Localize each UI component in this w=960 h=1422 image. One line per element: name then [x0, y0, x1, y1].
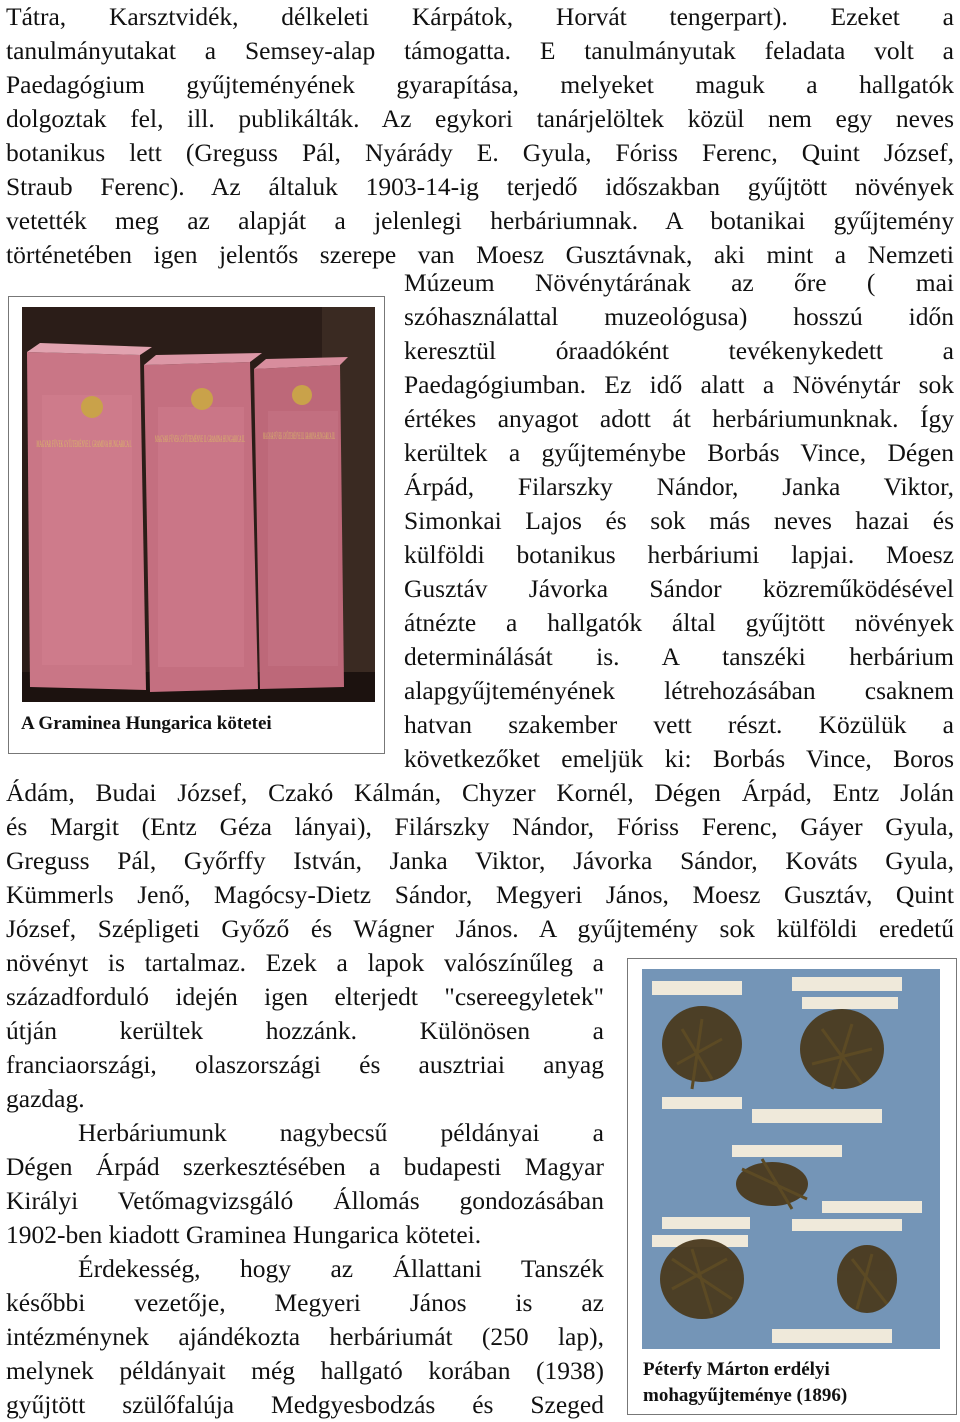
paragraph-line: József, Szépligeti Győző és Wágner János. A gyűjtemény sok külföldi eredetű — [6, 914, 954, 943]
herbarium-photo — [642, 969, 940, 1349]
paragraph-line: gazdag. — [6, 1084, 85, 1113]
paragraph-line: alapgyűjteményének létrehozásában csaknem — [404, 676, 954, 705]
paragraph-line: értékes anyagot adott át herbáriumunknak. Így — [404, 404, 954, 433]
paragraph-line: determinálását is. A tanszéki herbárium — [404, 642, 954, 671]
figure-caption: A Graminea Hungarica kötetei — [21, 713, 272, 734]
paragraph-line: hatvan szakember vett részt. Közülük a — [404, 710, 954, 739]
paragraph-line: vetették meg az alapját a jelenlegi herbáriumnak. A botanikai gyűjtemény — [6, 206, 954, 235]
paragraph-line: Paedagógium gyűjteményének gyarapítása, melyeket maguk a hallgatók — [6, 70, 954, 99]
paragraph-line: átnézte a hallgatók által gyűjtött növények — [404, 608, 954, 637]
spine-label-2: MAGYAR FÜVEK GYŰJTEMÉNYE II. GRAMINA HUNGARICA II. — [155, 434, 245, 444]
spine-label-3: MAGYAR FÜVEK GYŰJTEMÉNYE III. GRAMINA HUNGARICA III. — [263, 431, 335, 441]
paragraph-line: gyűjtött szülőfalúja Medgyesbodzás és Szeged — [6, 1390, 604, 1419]
paragraph-line: Herbáriumunk nagybecsű példányai a — [78, 1118, 604, 1147]
paragraph-line: századforduló idején igen elterjedt "csereegyletek" — [6, 982, 604, 1011]
paragraph-line: Kümmerls Jenő, Magócsy-Dietz Sándor, Megyeri János, Moesz Gusztáv, Quint — [6, 880, 954, 909]
paragraph-line: intézménynek ajándékozta herbáriumát (250 lap), — [6, 1322, 604, 1351]
paragraph-line: történetében igen jelentős szerepe van Moesz Gusztávnak, aki mint a Nemzeti — [6, 240, 954, 269]
paragraph-line: franciaországi, olaszországi és ausztriai anyag — [6, 1050, 604, 1079]
paragraph-line: Gusztáv Jávorka Sándor közreműködésével — [404, 574, 954, 603]
paragraph-line: Straub Ferenc). Az általuk 1903-14-ig terjedő időszakban gyűjtött növények — [6, 172, 954, 201]
paragraph-line: útján kerültek hozzánk. Különösen a — [6, 1016, 604, 1045]
paragraph-line: későbbi vezetője, Megyeri János is az — [6, 1288, 604, 1317]
paragraph-line: következőket emeljük ki: Borbás Vince, Boros — [404, 744, 954, 773]
herbarium-illustration — [642, 969, 940, 1349]
figure-moss-collection — [627, 958, 957, 1415]
figure-graminea-volumes — [8, 296, 385, 754]
paragraph-line: kerültek a gyűjteménybe Borbás Vince, Dégen — [404, 438, 954, 467]
paragraph-line: Greguss Pál, Győrffy István, Janka Viktor, Jávorka Sándor, Kováts Gyula, — [6, 846, 954, 875]
books-illustration — [22, 307, 375, 702]
paragraph-line: Királyi Vetőmagvizsgáló Állomás gondozásában — [6, 1186, 604, 1215]
paragraph-line: Ádám, Budai József, Czakó Kálmán, Chyzer Kornél, Dégen Árpád, Entz Jolán — [6, 778, 954, 807]
paragraph-line: Tátra, Karsztvidék, délkeleti Kárpátok, Horvát tengerpart). Ezeket a — [6, 2, 954, 31]
paragraph-line: tanulmányutakat a Semsey-alap támogatta. E tanulmányutak feladata volt a — [6, 36, 954, 65]
paragraph-line: keresztül óraadóként tevékenykedett a — [404, 336, 954, 365]
spine-label-1: MAGYAR FÜVEK GYŰJTEMÉNYE I. GRAMINA HUNGARICA I. — [36, 439, 132, 449]
paragraph-line: növényt is tartalmaz. Ezek a lapok valószínűleg a — [6, 948, 604, 977]
paragraph-line: külföldi botanikus herbáriumi lapjai. Moesz — [404, 540, 954, 569]
paragraph-line: Érdekesség, hogy az Állattani Tanszék — [78, 1254, 604, 1283]
caption-line: Péterfy Márton erdélyi — [643, 1359, 830, 1380]
paragraph-line: Simonkai Lajos és sok más neves hazai és — [404, 506, 954, 535]
paragraph-line: Dégen Árpád szerkesztésében a budapesti Magyar — [6, 1152, 604, 1181]
paragraph-line: botanikus lett (Greguss Pál, Nyárády E. Gyula, Fóriss Ferenc, Quint József, — [6, 138, 954, 167]
figure-caption — [643, 1357, 847, 1409]
paragraph-line: Paedagógiumban. Ez idő alatt a Növénytár sok — [404, 370, 954, 399]
paragraph-line: szóhasználattal muzeológusa) hosszú időn — [404, 302, 954, 331]
paragraph-line: és Margit (Entz Géza lányai), Filárszky Nándor, Fóriss Ferenc, Gáyer Gyula, — [6, 812, 954, 841]
caption-line: mohagyűjteménye (1896) — [643, 1385, 848, 1406]
paragraph-line: 1902-ben kiadott Graminea Hungarica kötetei. — [6, 1220, 482, 1249]
books-photo — [22, 307, 375, 702]
paragraph-line: Árpád, Filarszky Nándor, Janka Viktor, — [404, 472, 954, 501]
paragraph-line: Múzeum Növénytárának az őre ( mai — [404, 268, 954, 297]
paragraph-line: dolgoztak fel, ill. publikálták. Az egykori tanárjelöltek közül nem egy neves — [6, 104, 954, 133]
paragraph-line: melynek példányait még hallgató korában (1938) — [6, 1356, 604, 1385]
